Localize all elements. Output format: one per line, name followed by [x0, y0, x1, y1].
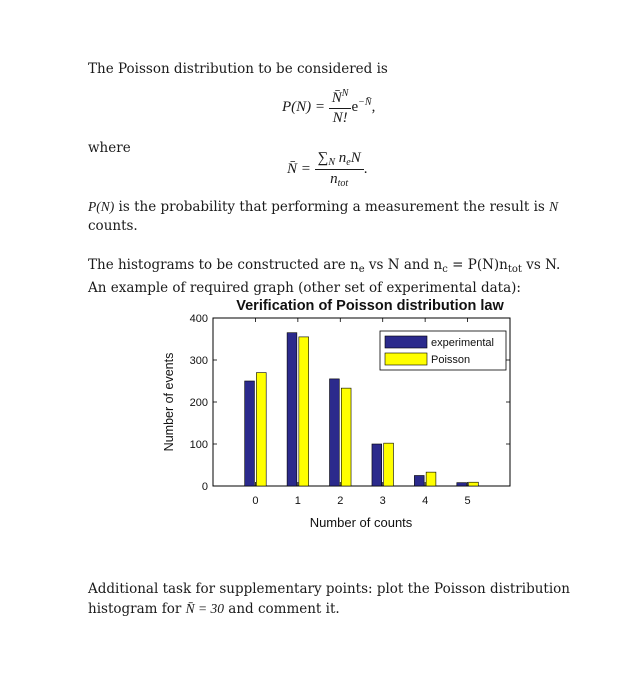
x-axis-label: Number of counts	[309, 515, 413, 530]
additional-line1: Additional task for supplementary points: plot the Poisson distribution	[88, 581, 570, 597]
y-axis-label: Number of events	[162, 352, 176, 452]
mean-den: n	[330, 171, 338, 187]
definition-paragraph	[88, 197, 588, 236]
x-tick-label: 2	[337, 495, 344, 507]
bar-poisson-4	[426, 472, 436, 486]
mean-fraction	[315, 150, 364, 189]
legend-label-experimental: experimental	[431, 337, 494, 349]
y-tick-label: 0	[201, 481, 208, 493]
mean-sum: ∑	[317, 150, 329, 166]
mean-formula	[287, 150, 367, 189]
chart-legend	[380, 331, 506, 370]
additional-line2-math: N̄ = 30	[185, 601, 224, 616]
formula-lhs: P(N) =	[282, 98, 326, 115]
histograms-line1: The histograms to be constructed are n	[88, 257, 359, 273]
bar-poisson-0	[256, 373, 266, 486]
x-tick-label: 1	[294, 495, 301, 507]
legend-swatch-experimental	[385, 336, 427, 348]
definition-math2: N	[549, 199, 559, 214]
bar-experimental-5	[457, 483, 467, 486]
histograms-sub1: e	[358, 264, 365, 275]
intro-text: The Poisson distribution to be considered is	[88, 61, 388, 77]
y-tick-label: 100	[189, 439, 208, 451]
x-tick-label: 4	[422, 495, 429, 507]
y-tick-label: 300	[189, 355, 208, 367]
mean-num-end: N	[350, 150, 361, 166]
bar-poisson-2	[341, 388, 351, 486]
mean-den-sub: tot	[337, 178, 349, 189]
mean-num-rest-sub: e	[346, 157, 351, 168]
where-text: where	[88, 140, 131, 156]
formula-exp-base: e	[351, 98, 359, 115]
legend-label-poisson: Poisson	[431, 354, 471, 366]
mean-lhs: N̄ =	[287, 160, 311, 177]
formula-exp-power: −N̄	[358, 96, 372, 108]
histograms-line2: An example of required graph (other set of experimental data):	[88, 280, 521, 296]
x-tick-label: 3	[379, 495, 386, 507]
additional-line2-post: and comment it.	[223, 601, 340, 617]
formula-num-base: N̄	[331, 90, 342, 106]
histograms-sub3: tot	[507, 264, 522, 275]
bar-poisson-5	[469, 482, 479, 486]
bar-experimental-3	[372, 444, 382, 486]
histograms-paragraph	[88, 256, 588, 298]
additional-line2-pre: histogram for	[88, 601, 186, 617]
legend-swatch-poisson	[385, 353, 427, 365]
mean-sum-sub: N	[328, 157, 336, 168]
formula-fraction	[329, 88, 352, 127]
bar-poisson-1	[299, 337, 309, 486]
histograms-mid: vs N and n	[364, 257, 443, 273]
bar-experimental-4	[414, 476, 424, 487]
histograms-mid2: = P(N)n	[447, 257, 508, 273]
x-tick-label: 5	[464, 495, 471, 507]
x-tick-label: 0	[252, 495, 259, 507]
mean-num-rest: n	[335, 150, 347, 166]
bar-experimental-1	[287, 333, 297, 486]
bar-experimental-0	[245, 381, 255, 486]
definition-text: is the probability that performing a measurement the result is	[114, 199, 550, 215]
formula-den: N!	[332, 110, 348, 126]
mean-tail: .	[363, 160, 368, 177]
definition-math: P(N)	[88, 199, 115, 214]
definition-text2: counts.	[88, 218, 138, 234]
chart-title: Verification of Poisson distribution law	[236, 298, 504, 314]
bar-poisson-3	[384, 443, 394, 486]
bar-experimental-2	[330, 379, 340, 486]
additional-paragraph	[88, 580, 588, 619]
formula-num-exp: N	[341, 88, 349, 99]
histograms-sub2: c	[442, 264, 448, 275]
formula-tail: ,	[371, 98, 376, 115]
y-tick-label: 400	[189, 313, 208, 325]
poisson-formula	[282, 88, 375, 127]
poisson-histogram-chart	[155, 298, 525, 538]
y-tick-label: 200	[189, 397, 208, 409]
histograms-end: vs N.	[521, 257, 561, 273]
